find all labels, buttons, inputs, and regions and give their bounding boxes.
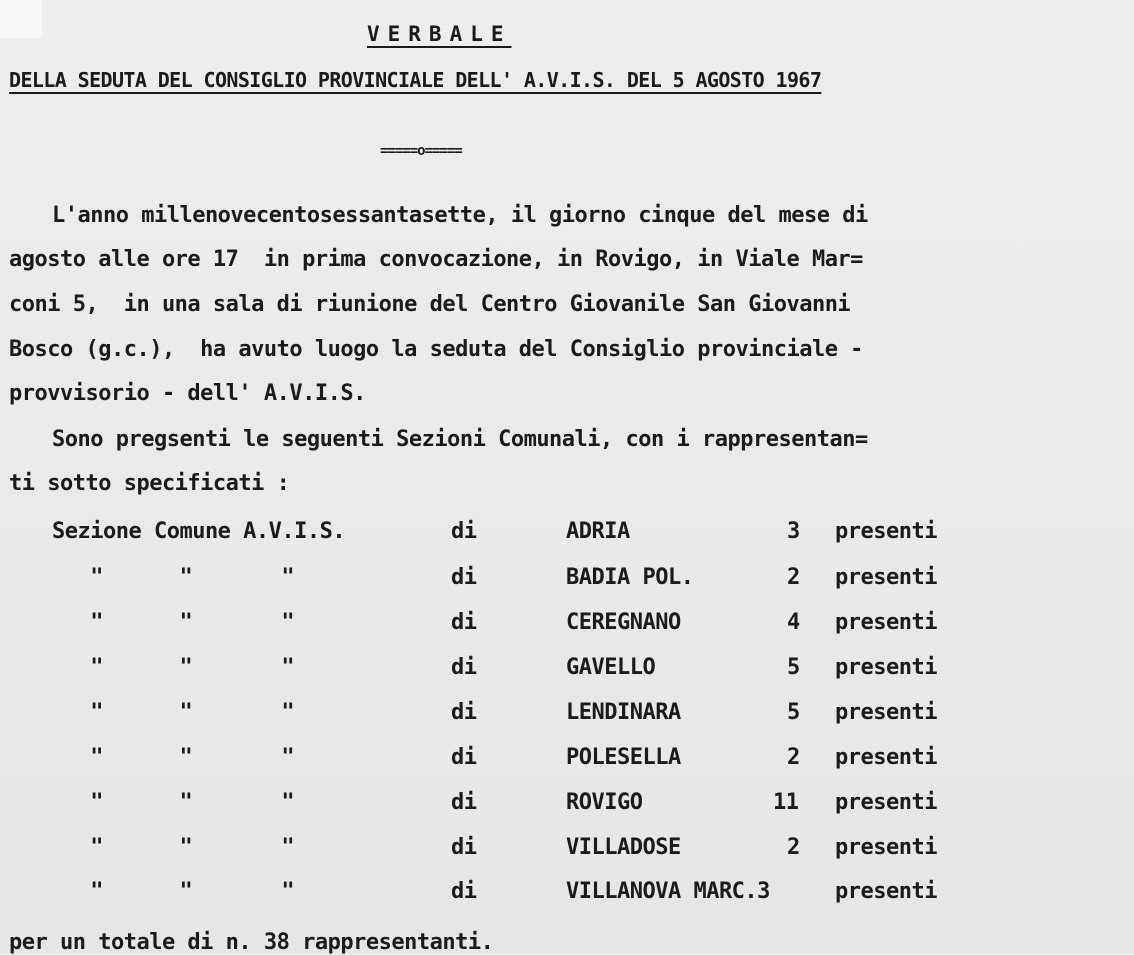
paper-corner	[0, 0, 42, 38]
section-comune: BADIA POL.	[566, 565, 694, 590]
section-comune: ROVIGO	[566, 790, 643, 815]
paragraph-line: coni 5, in una sala di riunione del Centro Giovanile San Giovanni	[9, 292, 851, 317]
title-separator: =====o=====	[380, 143, 462, 159]
paragraph-line: provvisorio - dell' A.V.I.S.	[9, 381, 366, 406]
section-di: di	[451, 745, 477, 770]
section-count: 5	[787, 700, 800, 725]
section-count: 2	[787, 835, 800, 860]
section-count: 4	[787, 610, 800, 635]
section-comune: ADRIA	[566, 519, 630, 544]
section-label: " " "	[52, 610, 295, 635]
section-di: di	[451, 519, 477, 544]
section-di: di	[451, 700, 477, 725]
section-label: " " "	[52, 879, 295, 904]
section-di: di	[451, 565, 477, 590]
section-comune: VILLANOVA MARC.3	[566, 879, 770, 904]
section-suffix: presenti	[835, 879, 937, 904]
section-count: 2	[787, 565, 800, 590]
paragraph-line: agosto alle ore 17 in prima convocazione, in Rovigo, in Viale Mar=	[9, 247, 863, 272]
section-label: " " "	[52, 700, 295, 725]
section-suffix: presenti	[835, 565, 937, 590]
section-comune: POLESELLA	[566, 745, 681, 770]
section-label: Sezione Comune A.V.I.S.	[52, 519, 346, 544]
section-suffix: presenti	[835, 790, 937, 815]
section-suffix: presenti	[835, 610, 937, 635]
section-comune: CEREGNANO	[566, 610, 681, 635]
section-suffix: presenti	[835, 745, 937, 770]
section-suffix: presenti	[835, 700, 937, 725]
section-suffix: presenti	[835, 519, 937, 544]
paragraph-line: ti sotto specificati :	[9, 471, 290, 496]
section-comune: LENDINARA	[566, 700, 681, 725]
section-count: 3	[787, 519, 800, 544]
document-title: VERBALE	[367, 22, 512, 46]
section-label: " " "	[52, 790, 295, 815]
document-subtitle: DELLA SEDUTA DEL CONSIGLIO PROVINCIALE DELL' A.V.I.S. DEL 5 AGOSTO 1967	[9, 68, 822, 92]
section-label: " " "	[52, 655, 295, 680]
section-di: di	[451, 790, 477, 815]
section-suffix: presenti	[835, 655, 937, 680]
paragraph-line: Bosco (g.c.), ha avuto luogo la seduta del Consiglio provinciale -	[9, 337, 863, 362]
section-di: di	[451, 655, 477, 680]
section-label: " " "	[52, 565, 295, 590]
paragraph-line: L'anno millenovecentosessantasette, il giorno cinque del mese di	[52, 203, 868, 228]
section-count: 5	[787, 655, 800, 680]
section-di: di	[451, 610, 477, 635]
section-di: di	[451, 835, 477, 860]
section-comune: VILLADOSE	[566, 835, 681, 860]
section-suffix: presenti	[835, 835, 937, 860]
section-label: " " "	[52, 745, 295, 770]
section-count: 11	[773, 790, 799, 815]
section-label: " " "	[52, 835, 295, 860]
section-di: di	[451, 879, 477, 904]
total-line: per un totale di n. 38 rappresentanti.	[9, 930, 494, 955]
section-comune: GAVELLO	[566, 655, 656, 680]
paragraph-line: Sono pregsenti le seguenti Sezioni Comunali, con i rappresentan=	[52, 427, 868, 452]
section-count: 2	[787, 745, 800, 770]
